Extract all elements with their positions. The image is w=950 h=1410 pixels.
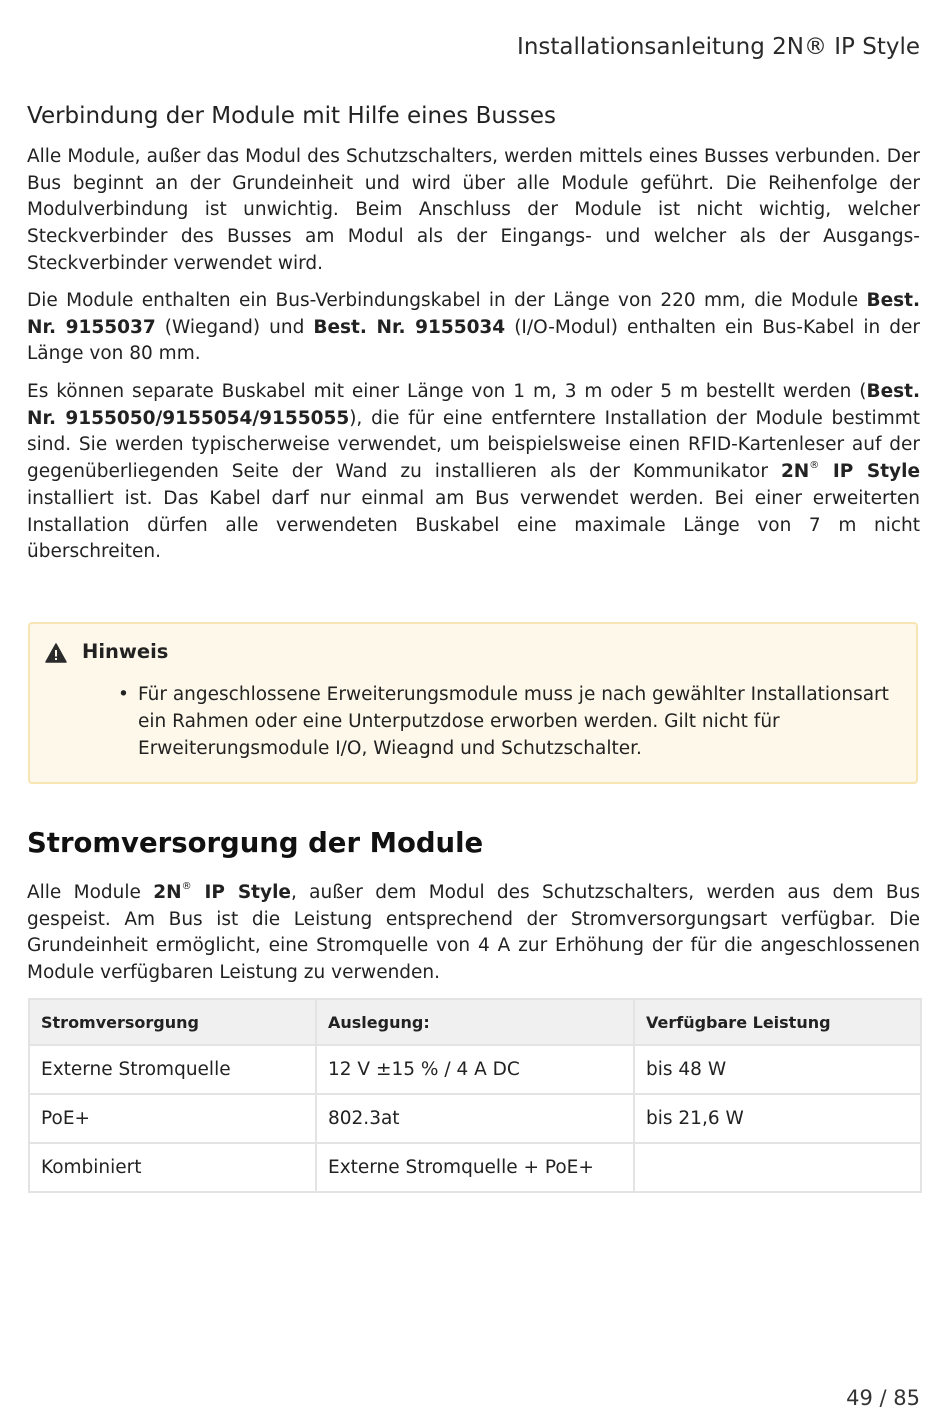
table-row	[29, 1045, 921, 1094]
table-header-row	[29, 999, 921, 1045]
column-header: Auslegung:	[316, 999, 634, 1045]
registered-mark: ®	[181, 881, 192, 892]
warning-icon	[45, 643, 67, 663]
registered-mark: ®	[809, 460, 820, 472]
bus-section-heading: Verbindung der Module mit Hilfe eines Busses	[27, 103, 557, 129]
column-header: Stromversorgung	[29, 999, 316, 1045]
table-row	[29, 1094, 921, 1143]
note-box	[28, 622, 918, 784]
brand-name: 2N	[153, 882, 182, 903]
table-cell: Externe Stromquelle	[29, 1045, 316, 1094]
page-number: 49 / 85	[846, 1386, 920, 1410]
product-name: IP Style	[191, 882, 291, 903]
text-run: (I/O-Modul) enthalten ein Bus-Kabel in der Länge von 80 mm.	[27, 316, 921, 365]
product-name: IP Style	[819, 461, 920, 483]
power-table	[28, 998, 922, 1193]
table-cell: bis 21,6 W	[634, 1094, 921, 1143]
note-item: Für angeschlossene Erweiterungsmodule muss je nach gewählter Installationsart ein Rahmen oder eine Unterputzdose erworben werden. Gilt nicht für Erweiterungsmodule I/O, Wieagnd und Schutzschalter.	[138, 684, 889, 759]
table-row	[29, 1143, 921, 1192]
power-paragraph	[27, 880, 920, 987]
bus-paragraph-2	[27, 288, 920, 368]
text-run: Alle Module	[27, 882, 154, 903]
bus-paragraph-3	[27, 379, 920, 566]
order-number: Best. Nr. 9155050/9155054/9155055	[27, 381, 920, 429]
table-cell	[634, 1143, 921, 1192]
column-header: Verfügbare Leistung	[634, 999, 921, 1045]
text-run: installiert ist. Das Kabel darf nur einmal am Bus verwendet werden. Bei einer erweiterten Installation dürfen alle verwendeten Buskabel eine maximale Länge von 7 m nicht überschreiten.	[27, 487, 920, 563]
bullet: •	[118, 684, 129, 705]
brand-name: 2N	[780, 461, 810, 483]
table-cell: bis 48 W	[634, 1045, 921, 1094]
text-run: (Wiegand) und	[155, 316, 314, 338]
order-number: Best. Nr. 9155037	[27, 290, 920, 338]
text-run: , außer dem Modul des Schutzschalters, werden aus dem Bus gespeist. Am Bus ist die Leistung entsprechend der Stromversorgungsart verfügbar. Die Grundeinheit ermöglicht, eine Stromquelle von 4 A zur Erhöhung der für die angeschlossenen Module verfügbaren Leistung zu verwenden.	[27, 882, 920, 984]
document-header-title: Installationsanleitung 2N® IP Style	[517, 34, 920, 60]
table-cell: Kombiniert	[29, 1143, 316, 1192]
table-cell: 12 V ±15 % / 4 A DC	[316, 1045, 634, 1094]
bus-paragraph-1: Alle Module, außer das Modul des Schutzschalters, werden mittels eines Busses verbunden. Der Bus beginnt an der Grundeinheit und wird über alle Module geführt. Die Reihenfolge der Modulverbindung ist unwichtig. Beim Anschluss der Module ist nicht wichtig, welcher Steckverbinder des Busses am Modul als der Eingangs- und welcher als der Ausgangs-Steckverbinder verwendet wird.	[27, 146, 920, 274]
text-run: Es können separate Buskabel mit einer Länge von 1 m, 3 m oder 5 m bestellt werden (	[27, 381, 867, 402]
table-cell: 802.3at	[316, 1094, 634, 1143]
text-run: Die Module enthalten ein Bus-Verbindungskabel in der Länge von 220 mm, die Module	[27, 290, 867, 311]
table-cell: PoE+	[29, 1094, 316, 1143]
text-run: ), die für eine entferntere Installation der Module bestimmt sind. Sie werden typischerweise verwendet, um beispielsweise einen RFID-Kartenleser auf der gegenüberliegenden Seite der Wand zu installieren als der Kommunikator	[27, 407, 920, 483]
note-title: Hinweis	[82, 640, 169, 663]
table-cell: Externe Stromquelle + PoE+	[316, 1143, 634, 1192]
order-number: Best. Nr. 9155034	[313, 316, 506, 338]
power-section-heading: Stromversorgung der Module	[27, 827, 484, 859]
